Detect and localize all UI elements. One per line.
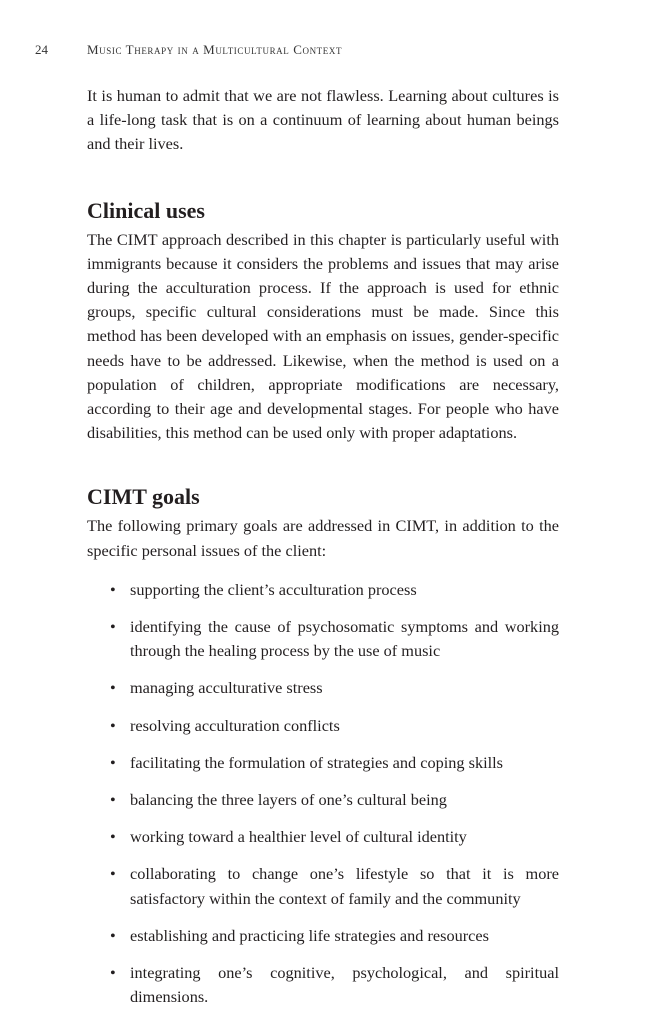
bullet-icon: • [110, 579, 116, 599]
list-item [87, 615, 559, 663]
list-item [87, 862, 559, 910]
list-item-text: identifying the cause of psychosomatic symptoms and working through the healing process by the use of music [130, 617, 559, 661]
main-text [87, 84, 559, 1022]
clinical-uses-paragraph: The CIMT approach described in this chapter is particularly useful with immigrants because it considers the problems and issues that may arise during the acculturation process. If the approach is used for ethnic groups, specific cultural considerations must be made. Since this method has been developed with an emphasis on issues, gender-specific needs have to be addressed. Likewise, when the method is used on a population of children, appropriate modifications are necessary, according to their age and developmental stages. For people who have disabilities, this method can be used only with proper adaptations. [87, 229, 559, 443]
goals-intro-paragraph: The following primary goals are addressed in CIMT, in addition to the specific personal issues of the client: [87, 516, 559, 560]
bullet-icon: • [110, 864, 116, 884]
list-item [87, 714, 559, 738]
list-item-text: collaborating to change one’s lifestyle so that it is more satisfactory within the context of family and the community [130, 864, 559, 908]
list-item [87, 961, 559, 1009]
bullet-icon: • [110, 925, 116, 945]
heading-clinical-uses: Clinical uses [87, 197, 205, 223]
bullet-icon: • [110, 827, 116, 847]
bullet-icon: • [110, 790, 116, 810]
page-number: 24 [35, 42, 48, 57]
bullet-icon: • [110, 678, 116, 698]
list-item-text: managing acculturative stress [130, 678, 323, 698]
running-title: Music Therapy in a Multicultural Context [87, 42, 343, 57]
list-item [87, 751, 559, 775]
list-item-text: working toward a healthier level of cultural identity [130, 827, 467, 847]
list-item-text: facilitating the formulation of strategies and coping skills [130, 752, 504, 772]
list-item [87, 924, 559, 948]
list-item [87, 676, 559, 700]
list-item [87, 578, 559, 602]
list-item-text: resolving acculturation conflicts [130, 715, 340, 735]
list-item-text: balancing the three layers of one’s cultural being [130, 790, 447, 810]
running-header [35, 42, 623, 60]
list-item-text: establishing and practicing life strategies and resources [130, 925, 489, 945]
list-item-text: integrating one’s cognitive, psychological, and spiritual dimensions. [130, 963, 559, 1007]
heading-cimt-goals: CIMT goals [87, 484, 200, 510]
bullet-icon: • [110, 617, 116, 637]
goals-list [87, 578, 559, 1010]
list-item-text: supporting the client’s acculturation process [130, 579, 417, 599]
intro-paragraph: It is human to admit that we are not flawless. Learning about cultures is a life-long task that is on a continuum of learning about human beings and their lives. [87, 86, 559, 154]
bullet-icon: • [110, 963, 116, 983]
list-item [87, 825, 559, 849]
bullet-icon: • [110, 752, 116, 772]
bullet-icon: • [110, 715, 116, 735]
list-item [87, 788, 559, 812]
